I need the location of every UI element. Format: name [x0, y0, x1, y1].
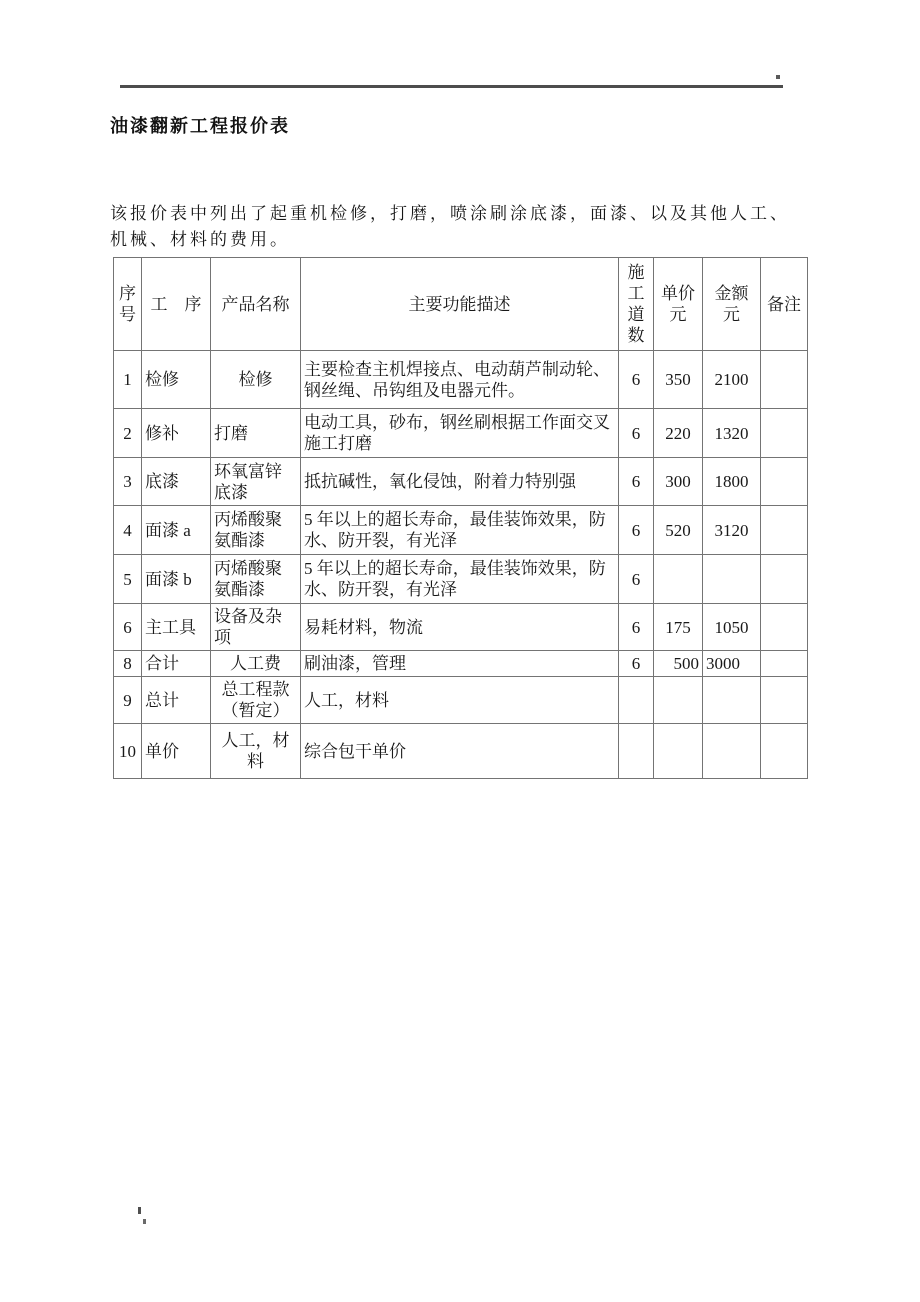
- cell-amount: 3120: [703, 506, 761, 555]
- cell-amount: 2100: [703, 351, 761, 409]
- cell-product: 总工程款（暂定）: [211, 677, 301, 724]
- cell-passes: 6: [619, 458, 654, 506]
- header-seq-label: 序号: [118, 284, 136, 324]
- quotation-table: [113, 257, 808, 779]
- cell-description: 综合包干单价: [301, 724, 619, 779]
- cell-product: 环氧富锌底漆: [211, 458, 301, 506]
- cell-passes: 6: [619, 604, 654, 651]
- cell-seq: 9: [114, 677, 142, 724]
- cell-remark: [761, 677, 808, 724]
- table-row: [114, 458, 808, 506]
- cell-seq: 6: [114, 604, 142, 651]
- cell-remark: [761, 724, 808, 779]
- header-product: 产品名称: [211, 258, 301, 351]
- cell-amount: 3000: [703, 651, 761, 677]
- cell-amount: [703, 677, 761, 724]
- cell-description: 刷油漆，管理: [301, 651, 619, 677]
- header-process: 工 序: [142, 258, 211, 351]
- cell-unit-price: [654, 555, 703, 604]
- cell-process: 底漆: [142, 458, 211, 506]
- cell-seq: 8: [114, 651, 142, 677]
- cell-product: 设备及杂项: [211, 604, 301, 651]
- cell-unit-price: 175: [654, 604, 703, 651]
- cell-process: 面漆 b: [142, 555, 211, 604]
- cell-amount: 1050: [703, 604, 761, 651]
- cell-amount: [703, 724, 761, 779]
- table-row: [114, 724, 808, 779]
- cell-process: 合计: [142, 651, 211, 677]
- cell-process: 单价: [142, 724, 211, 779]
- header-seq: [114, 258, 142, 351]
- cell-remark: [761, 458, 808, 506]
- cell-product: 打磨: [211, 409, 301, 458]
- cell-passes: 6: [619, 506, 654, 555]
- cell-passes: [619, 677, 654, 724]
- cell-process: 总计: [142, 677, 211, 724]
- cell-passes: [619, 724, 654, 779]
- cell-description: 5 年以上的超长寿命，最佳装饰效果，防水、防开裂，有光泽: [301, 555, 619, 604]
- header-passes: [619, 258, 654, 351]
- table-row: [114, 604, 808, 651]
- cell-seq: 4: [114, 506, 142, 555]
- cell-unit-price: 500: [654, 651, 703, 677]
- cell-process: 修补: [142, 409, 211, 458]
- table-row: [114, 677, 808, 724]
- cell-seq: 5: [114, 555, 142, 604]
- footer-tick-mark-small: [143, 1219, 146, 1224]
- cell-product: 人工费: [211, 651, 301, 677]
- header-description: 主要功能描述: [301, 258, 619, 351]
- header-passes-label: 施工道数: [627, 263, 645, 345]
- cell-remark: [761, 555, 808, 604]
- cell-amount: [703, 555, 761, 604]
- cell-remark: [761, 506, 808, 555]
- table-row: [114, 651, 808, 677]
- cell-unit-price: 300: [654, 458, 703, 506]
- cell-process: 面漆 a: [142, 506, 211, 555]
- cell-seq: 2: [114, 409, 142, 458]
- cell-description: 5 年以上的超长寿命，最佳装饰效果，防水、防开裂，有光泽: [301, 506, 619, 555]
- table-row: [114, 409, 808, 458]
- header-unit-price-label: 单价元: [661, 284, 695, 324]
- header-unit-price: [654, 258, 703, 351]
- cell-seq: 10: [114, 724, 142, 779]
- cell-remark: [761, 351, 808, 409]
- cell-unit-price: [654, 724, 703, 779]
- cell-description: 抵抗碱性，氧化侵蚀，附着力特别强: [301, 458, 619, 506]
- table-body: [114, 351, 808, 779]
- intro-line-2: 机械、材料的费用。: [110, 230, 290, 249]
- cell-remark: [761, 409, 808, 458]
- cell-product: 丙烯酸聚氨酯漆: [211, 555, 301, 604]
- cell-product: 人工，材料: [211, 724, 301, 779]
- cell-passes: 6: [619, 351, 654, 409]
- cell-unit-price: 220: [654, 409, 703, 458]
- cell-product: 丙烯酸聚氨酯漆: [211, 506, 301, 555]
- cell-seq: 1: [114, 351, 142, 409]
- cell-unit-price: [654, 677, 703, 724]
- intro-line-1: 该报价表中列出了起重机检修，打磨，喷涂刷涂底漆，面漆、以及其他人工、: [110, 204, 790, 223]
- cell-seq: 3: [114, 458, 142, 506]
- intro-paragraph: [110, 201, 820, 253]
- table-row: [114, 506, 808, 555]
- table-row: [114, 555, 808, 604]
- page-title: 油漆翻新工程报价表: [110, 116, 290, 136]
- cell-unit-price: 520: [654, 506, 703, 555]
- header-amount-label: 金额元: [714, 284, 749, 324]
- cell-product: 检修: [211, 351, 301, 409]
- cell-unit-price: 350: [654, 351, 703, 409]
- cell-amount: 1320: [703, 409, 761, 458]
- header-rule-dot: [776, 75, 780, 79]
- cell-passes: 6: [619, 555, 654, 604]
- footer-tick-mark: [138, 1207, 141, 1214]
- cell-description: 电动工具，砂布，钢丝刷根据工作面交叉施工打磨: [301, 409, 619, 458]
- cell-remark: [761, 604, 808, 651]
- table-header-row: [114, 258, 808, 351]
- header-remark: 备注: [761, 258, 808, 351]
- cell-process: 主工具: [142, 604, 211, 651]
- cell-passes: 6: [619, 409, 654, 458]
- cell-remark: [761, 651, 808, 677]
- table-row: [114, 351, 808, 409]
- cell-amount: 1800: [703, 458, 761, 506]
- cell-process: 检修: [142, 351, 211, 409]
- header-amount: [703, 258, 761, 351]
- header-rule: [120, 85, 783, 88]
- cell-description: 易耗材料，物流: [301, 604, 619, 651]
- cell-passes: 6: [619, 651, 654, 677]
- cell-description: 人工，材料: [301, 677, 619, 724]
- cell-description: 主要检查主机焊接点、电动葫芦制动轮、钢丝绳、吊钩组及电器元件。: [301, 351, 619, 409]
